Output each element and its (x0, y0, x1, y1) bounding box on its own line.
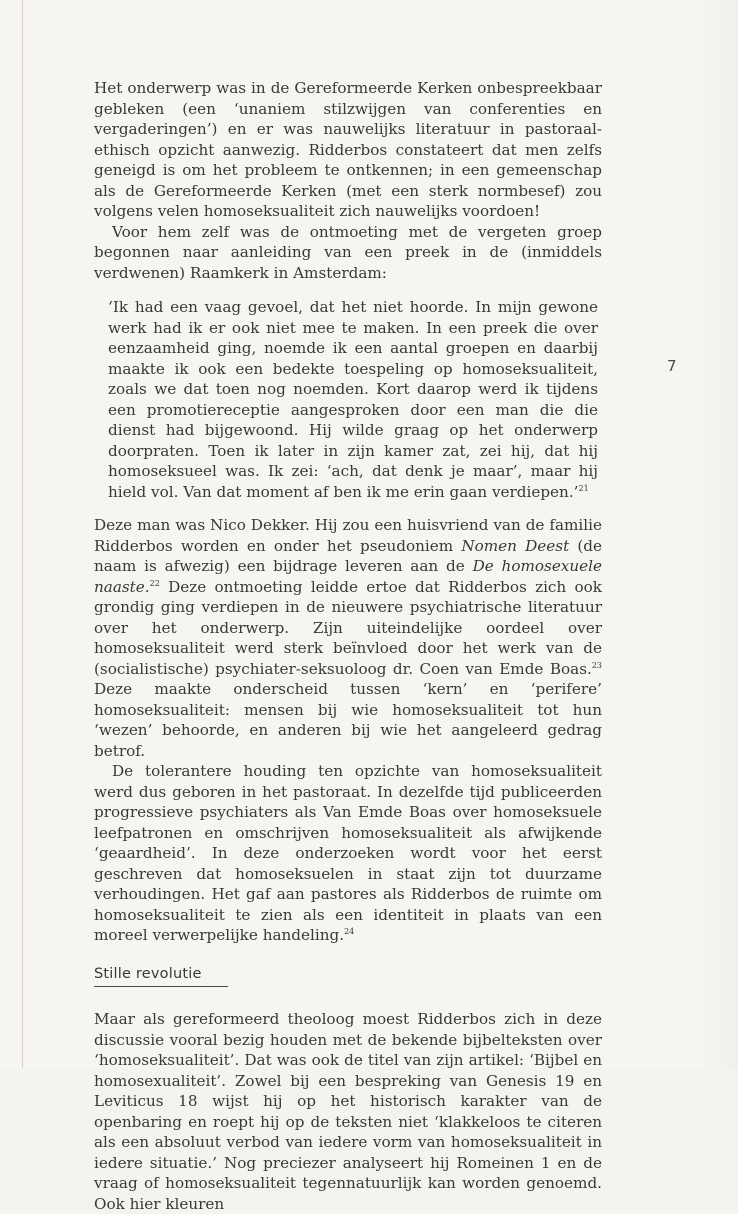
pseudonym: Nomen Deest (461, 536, 570, 555)
footnote-marker-24: 24 (344, 927, 355, 936)
paragraph-3-part-a: Deze man was Nico Dekker. Hij zou een huisvriend van de familie Ridderbos worden en onder het pseudoniem (94, 516, 602, 555)
paragraph-2: Voor hem zelf was de ontmoeting met de vergeten groep begonnen naar aanleiding van een preek in de (inmiddels verdwenen) Raamkerk in Amsterdam: (94, 222, 602, 282)
paragraph-4 (94, 761, 602, 946)
page-number: 7 (667, 357, 677, 375)
block-quote (108, 297, 598, 502)
page-edge-shade (698, 0, 738, 1068)
footnote-marker-21: 21 (578, 483, 589, 493)
page-fold-line (22, 0, 23, 1068)
paragraph-3-part-c: Deze ontmoeting leidde ertoe dat Ridderbos zich ook grondig ging verdiepen in de nieuwere psychiatrische literatuur over het onderwerp. Zijn uiteindelijke oordeel over homoseksualiteit werd sterk beïnvloed door het werk van de (socialistische) psychiater-seksuoloog dr. Coen van Emde Boas. (94, 577, 602, 678)
paragraph-1: Het onderwerp was in de Gereformeerde Kerken onbespreekbaar gebleken (een ‘unaniem stilzwijgen van conferenties en vergaderingen’) en er was nauwelijks literatuur in pastoraal-ethisch opzicht aanwezig. Ridderbos constateert dat men zelfs geneigd is om het probleem te ontkennen; in een gemeenschap als de Gereformeerde Kerken (met een sterk normbesef) zou volgens velen homoseksualiteit zich nauwelijks voordoen! (94, 79, 602, 220)
paragraph-3-part-d: Deze maakte onderscheid tussen ‘kern’ en ‘perifere’ homoseksualiteit: mensen bij wie homoseksualiteit tot hun ‘wezen’ behoorde, en anderen bij wie het aangeleerd gedrag betrof. (94, 680, 602, 760)
quote-text: ‘Ik had een vaag gevoel, dat het niet hoorde. In mijn gewone werk had ik er ook niet mee te maken. In een preek die over eenzaamheid ging, noemde ik een aantal groepen en daarbij maakte ik ook een bedekte toespeling op homoseksualiteit, zoals we dat toen nog noemden. Kort daarop werd ik tijdens een promotiereceptie aangesproken door een man die die dienst had bijgewoond. Hij wilde graag op het onderwerp doorpraten. Toen ik later in zijn kamer zat, zei hij, dat hij homoseksueel was. Ik zei: ‘ach, dat denk je maar’, maar hij hield vol. Van dat moment af ben ik me erin gaan verdiepen.’ (108, 298, 598, 501)
section-heading: Stille revolutie (94, 964, 228, 988)
footnote-marker-23: 23 (591, 660, 602, 670)
paragraph-3 (94, 515, 602, 761)
paragraph-5: Maar als gereformeerd theoloog moest Ridderbos zich in deze discussie vooral bezig houden met de bekende bijbelteksten over ‘homoseksualiteit’. Dat was ook de titel van zijn artikel: ‘Bijbel en homosexualiteit’. Zowel bij een bespreking van Genesis 19 en Leviticus 18 wijst hij op het historisch karakter van de openbaring en roept hij op de teksten niet ‘klakkeloos te citeren als een absoluut verbod van iedere vorm van homoseksualiteit in iedere situatie.’ Nog preciezer analyseert hij Romeinen 1 en de vraag of homoseksualiteit tegennatuurlijk kan worden genoemd. Ook hier kleuren (94, 1010, 602, 1213)
body-text (94, 78, 602, 1214)
paragraph-4-text: De tolerantere houding ten opzichte van homoseksualiteit werd dus geboren in het pastoraat. In dezelfde tijd publiceerden progressieve psychiaters als Van Emde Boas over homoseksuele leefpatronen en omschrijven homoseksualiteit als afwijkende ‘geaardheid’. In deze onderzoeken wordt voor het eerst geschreven dat homoseksuelen in staat zijn tot duurzame verhoudingen. Het gaf aan pastores als Ridderbos de ruimte om homoseksualiteit te zien als een identiteit in plaats van een moreel verwerpelijke handeling. (94, 762, 602, 944)
paragraph-3-part-b: (de naam is afwezig) een bijdrage leveren aan de (94, 536, 603, 575)
footnote-marker-22: 22 (149, 578, 160, 588)
book-title: De homosexuele naaste. (94, 557, 602, 596)
